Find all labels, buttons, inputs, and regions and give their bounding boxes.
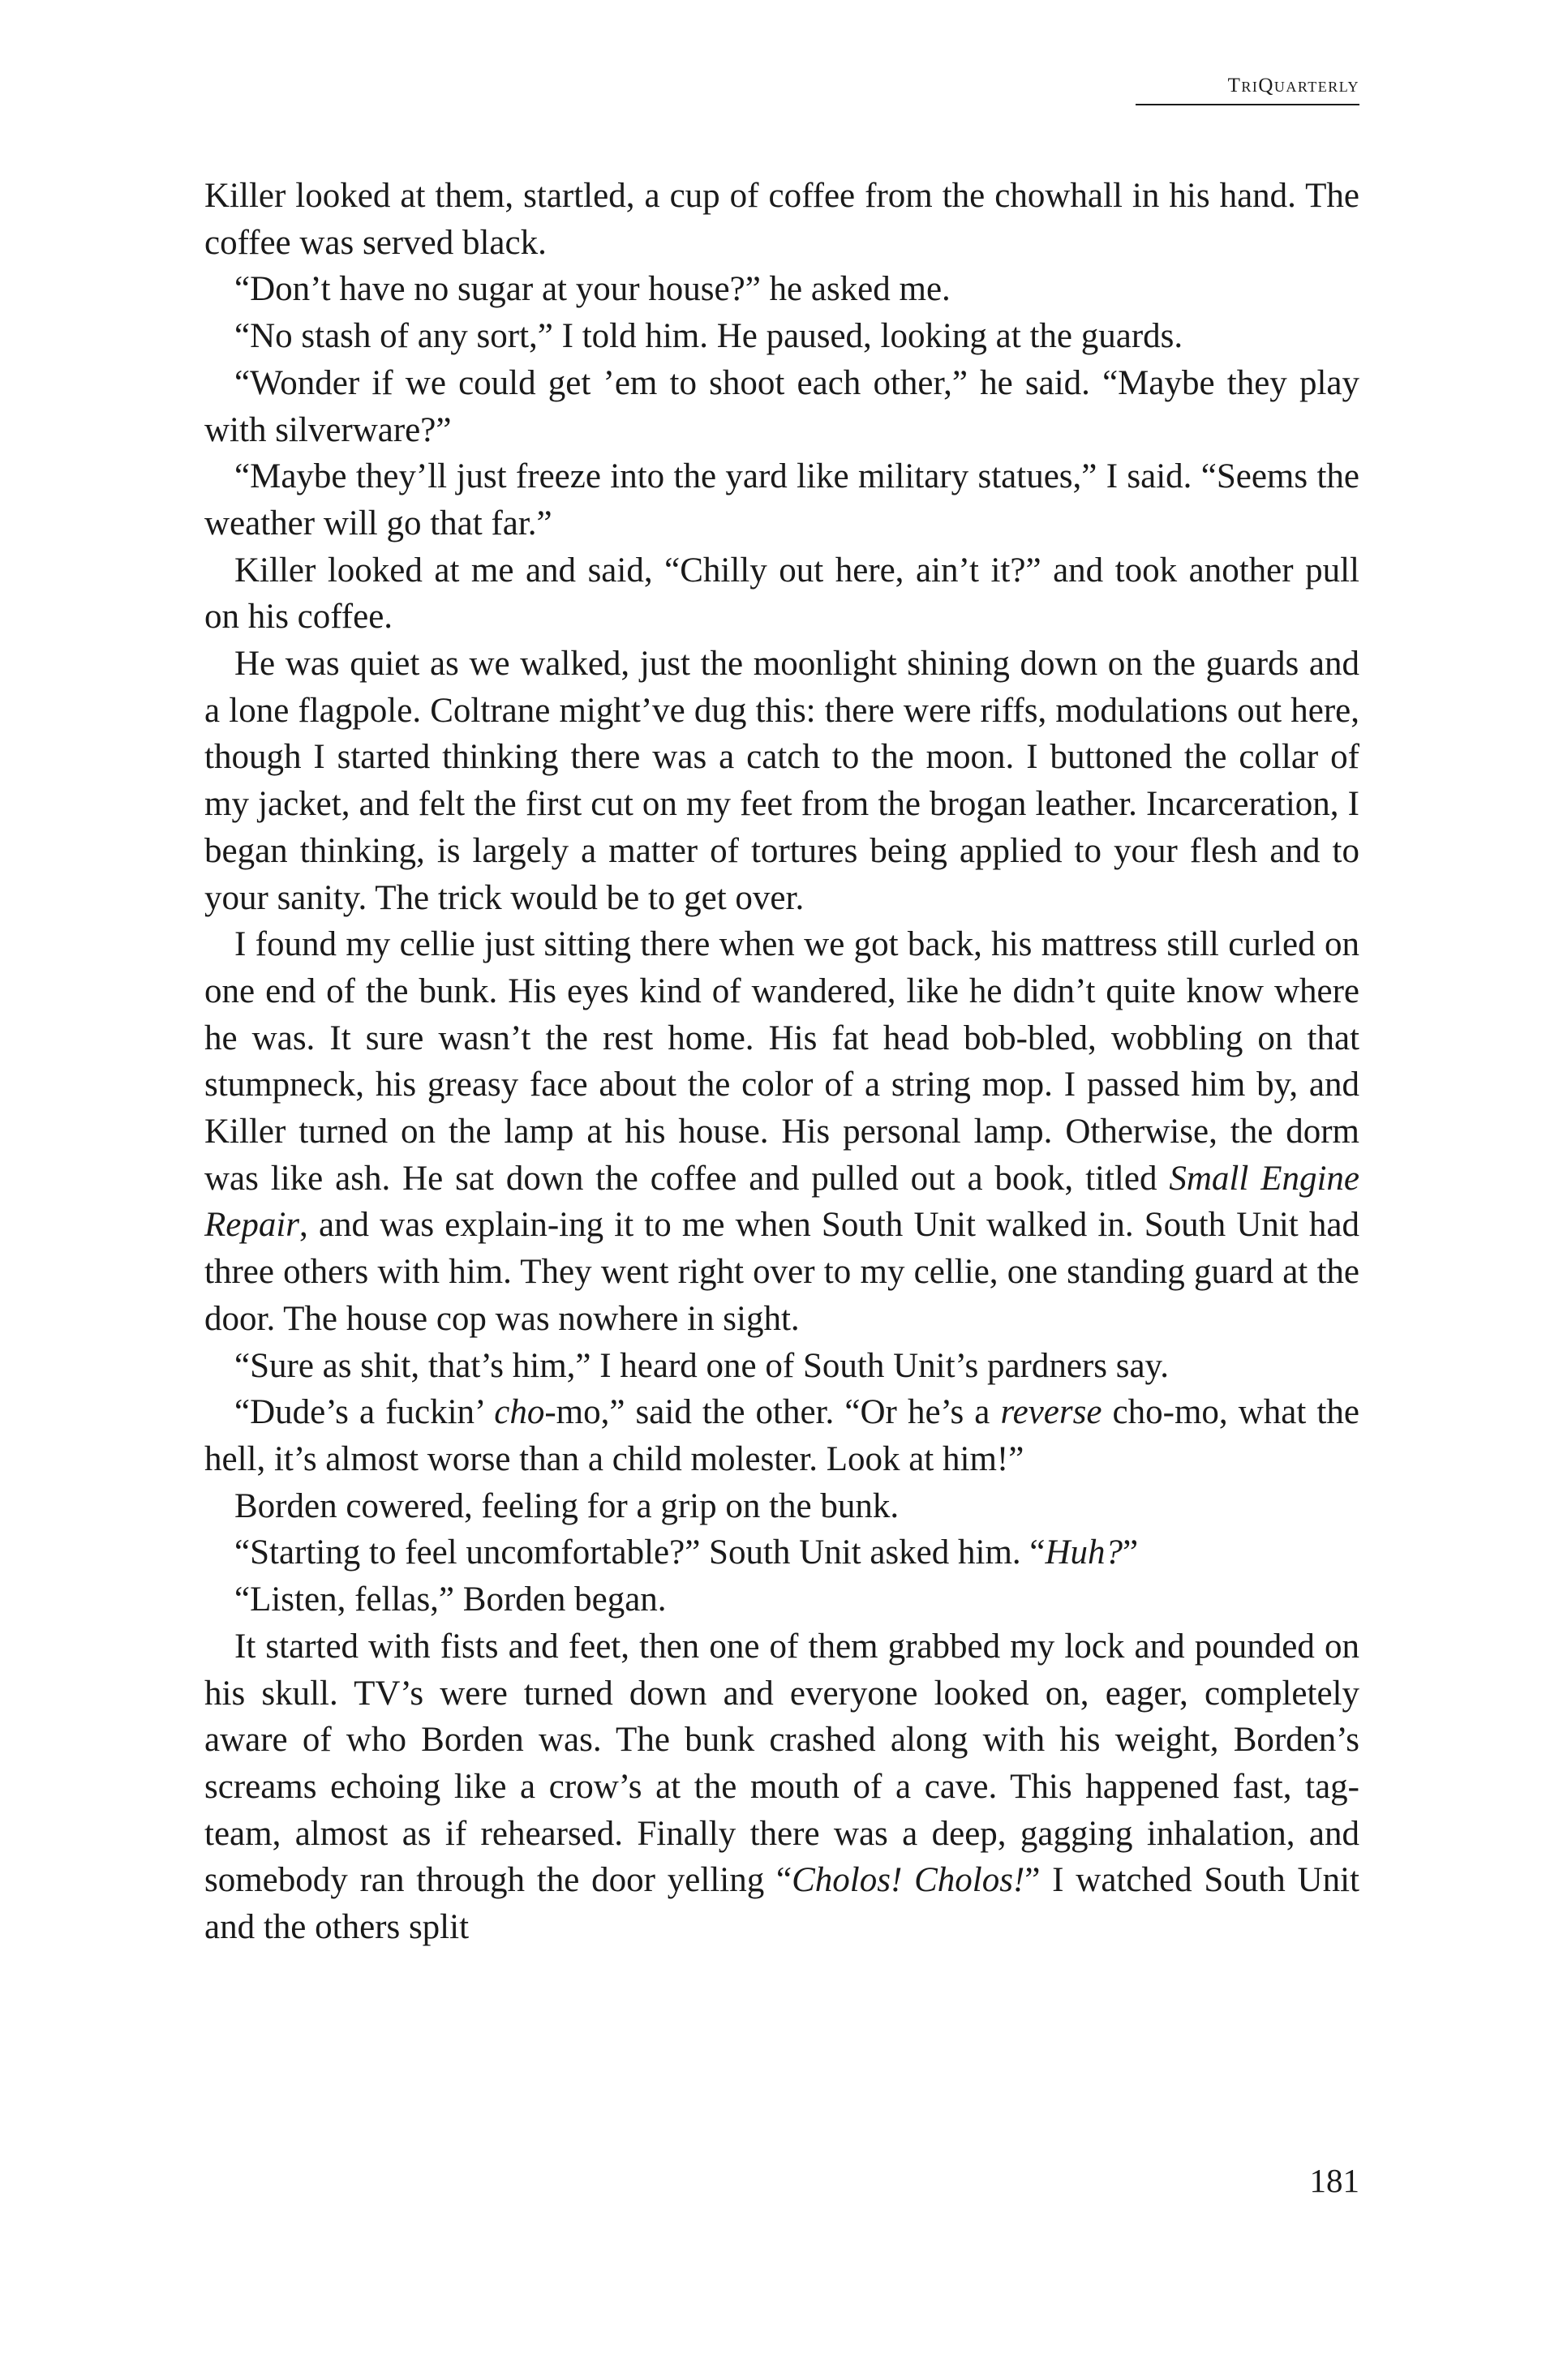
paragraph bbox=[204, 1389, 1359, 1482]
text-run: ” I watched South Unit and the others split bbox=[204, 1861, 1359, 1947]
paragraph bbox=[204, 266, 1359, 313]
paragraph bbox=[204, 547, 1359, 641]
paragraph bbox=[204, 360, 1359, 453]
text-run: cho-mo, what the hell, it’s almost worse than a child molester. Look at him!” bbox=[204, 1393, 1359, 1478]
paragraph bbox=[204, 1623, 1359, 1951]
body-text bbox=[204, 173, 1359, 1951]
text-run: “Dude’s a fuckin’ bbox=[234, 1393, 495, 1432]
text-run: Borden cowered, feeling for a grip on the bunk. bbox=[234, 1486, 900, 1525]
italic-text: reverse bbox=[1000, 1393, 1102, 1432]
text-run: It started with fists and feet, then one of them grabbed my lock and pounded on his skull. TV’s were turned down and everyone looked on, eager, completely aware of who Borden was. The bunk crashed along with his weight, Borden’s screams echoing like a crow’s at the mouth of a cave. This happened fast, tag-team, almost as if rehearsed. Finally there was a deep, gagging inhalation, and somebody ran through the door yelling “ bbox=[204, 1627, 1359, 1900]
text-run: “Listen, fellas,” Borden began. bbox=[234, 1580, 667, 1619]
text-run: I found my cellie just sitting there when we got back, his mattress still curled on one end of the bunk. His eyes kind of wandered, like he didn’t quite know where he was. It sure wasn’t the rest home. His fat head bob-bled, wobbling on that stumpneck, his greasy face about the color of a string mop. I passed him by, and Killer turned on the lamp at his house. His personal lamp. Otherwise, the dorm was like ash. He sat down the coffee and pulled out a book, titled bbox=[204, 925, 1359, 1198]
header-rule bbox=[1136, 104, 1359, 105]
paragraph bbox=[204, 1529, 1359, 1576]
text-run: “Sure as shit, that’s him,” I heard one of South Unit’s pardners say. bbox=[234, 1346, 1170, 1385]
page-number: 181 bbox=[1309, 2162, 1359, 2199]
text-run: “Maybe they’ll just freeze into the yard like military statues,” I said. “Seems the weather will go that far.” bbox=[204, 457, 1359, 542]
italic-text: Huh? bbox=[1045, 1533, 1123, 1572]
paragraph bbox=[204, 173, 1359, 266]
text-run: “Wonder if we could get ’em to shoot each other,” he said. “Maybe they play with silverware?” bbox=[204, 363, 1359, 449]
paragraph bbox=[204, 1483, 1359, 1530]
italic-text: cho bbox=[494, 1393, 545, 1432]
paragraph bbox=[204, 1343, 1359, 1390]
paragraph bbox=[204, 453, 1359, 547]
text-run: Killer looked at me and said, “Chilly out here, ain’t it?” and took another pull on his coffee. bbox=[204, 551, 1359, 637]
italic-text: Cholos! Cholos! bbox=[792, 1861, 1025, 1900]
text-run: He was quiet as we walked, just the moonlight shining down on the guards and a lone flagpole. Coltrane might’ve dug this: there were riffs, modulations out here, though I started thinking there was a catch to the moon. I buttoned the collar of my jacket, and felt the first cut on my feet from the brogan leather. Incarceration, I began thinking, is largely a matter of tortures being applied to your flesh and to your sanity. The trick would be to get over. bbox=[204, 645, 1359, 917]
text-run: Killer looked at them, startled, a cup of coffee from the chowhall in his hand. The coffee was served black. bbox=[204, 177, 1359, 262]
text-run: “No stash of any sort,” I told him. He paused, looking at the guards. bbox=[234, 317, 1183, 356]
journal-title: TriQuarterly bbox=[1227, 75, 1359, 96]
text-run: , and was explain-ing it to me when South Unit walked in. South Unit had three others with him. They went right over to my cellie, one standing guard at the door. The house cop was nowhere in sight. bbox=[204, 1206, 1359, 1338]
paragraph bbox=[204, 1576, 1359, 1623]
text-run: “Starting to feel uncomfortable?” South Unit asked him. “ bbox=[234, 1533, 1046, 1572]
paragraph bbox=[204, 921, 1359, 1342]
paragraph bbox=[204, 641, 1359, 921]
text-run: “Don’t have no sugar at your house?” he asked me. bbox=[234, 270, 951, 309]
text-run: -mo,” said the other. “Or he’s a bbox=[544, 1393, 1001, 1432]
italic-text: Small Engine Repair bbox=[204, 1159, 1360, 1245]
running-head bbox=[204, 75, 1359, 103]
text-run: ” bbox=[1123, 1533, 1139, 1572]
paragraph bbox=[204, 313, 1359, 360]
